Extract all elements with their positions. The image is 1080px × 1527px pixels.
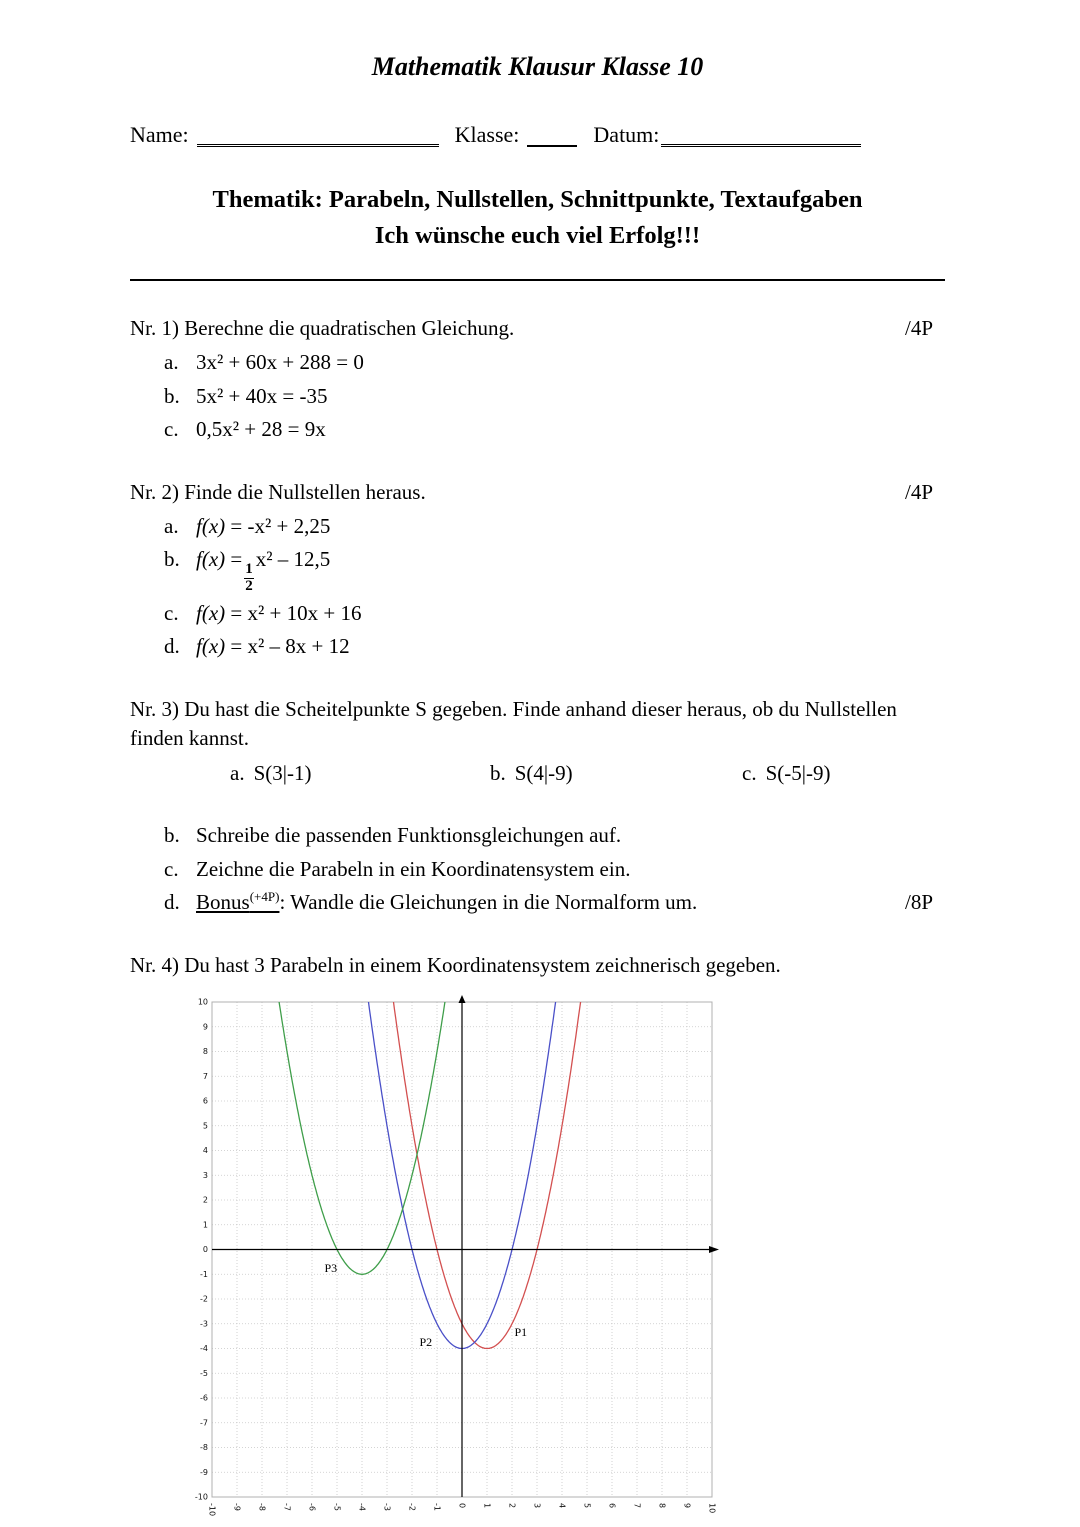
fraction-denominator: 2 bbox=[245, 578, 253, 595]
equation-item bbox=[164, 632, 945, 661]
task-text: Zeichne die Parabeln in ein Koordinatensystem ein. bbox=[196, 856, 631, 881]
x-axis-arrow bbox=[709, 1246, 719, 1253]
task-1-items bbox=[164, 348, 945, 444]
vertex-point bbox=[742, 761, 830, 786]
equation-item bbox=[164, 415, 945, 444]
task-4-heading-row bbox=[130, 951, 945, 980]
item-label: a. bbox=[230, 761, 245, 786]
task-3-items bbox=[164, 821, 945, 917]
x-tick-label: 2 bbox=[507, 1503, 517, 1509]
item-label: c. bbox=[742, 761, 757, 786]
x-tick-label: -7 bbox=[282, 1503, 292, 1511]
x-tick-label: 4 bbox=[557, 1503, 567, 1509]
datum-label: Datum: bbox=[593, 122, 660, 147]
task-text: Schreibe die passenden Funktionsgleichungen auf. bbox=[196, 823, 622, 848]
y-tick-label: -6 bbox=[200, 1393, 208, 1403]
function-name: f(x) bbox=[196, 600, 226, 625]
fraction bbox=[244, 562, 254, 595]
task-text: : Wandle die Gleichungen in die Normalform um. bbox=[279, 890, 698, 915]
name-blank-field[interactable] bbox=[197, 123, 439, 147]
name-label: Name: bbox=[130, 122, 189, 147]
x-tick-label: 6 bbox=[607, 1503, 617, 1509]
equation-item bbox=[164, 545, 945, 595]
vertex-text: S(3|-1) bbox=[253, 761, 312, 786]
task-1-heading-row bbox=[130, 314, 945, 343]
bonus-text-wrap bbox=[196, 888, 697, 917]
y-tick-label: 7 bbox=[202, 1071, 208, 1081]
task-3-heading-row bbox=[130, 695, 945, 754]
function-name: f(x) bbox=[196, 513, 226, 538]
x-tick-label: 5 bbox=[582, 1503, 592, 1509]
bonus-underlined bbox=[196, 890, 279, 914]
task-4 bbox=[130, 951, 945, 1527]
y-axis-arrow bbox=[459, 995, 466, 1003]
function-name: f(x) bbox=[196, 634, 226, 659]
y-tick-label: 9 bbox=[202, 1022, 208, 1032]
vertex-text: S(4|-9) bbox=[514, 761, 573, 786]
equals-sign: = bbox=[230, 547, 243, 572]
equation-item bbox=[164, 382, 945, 411]
curve-label-p3: P3 bbox=[324, 1260, 338, 1275]
task-3 bbox=[130, 695, 945, 918]
x-tick-label: 0 bbox=[457, 1503, 467, 1509]
bonus-word: Bonus bbox=[196, 890, 250, 915]
bonus-sup: (+4P) bbox=[249, 889, 280, 905]
bonus-item bbox=[164, 888, 945, 917]
y-tick-label: 2 bbox=[202, 1195, 208, 1205]
y-tick-label: 3 bbox=[202, 1170, 208, 1180]
y-tick-label: -5 bbox=[200, 1368, 208, 1378]
klasse-label: Klasse: bbox=[454, 122, 520, 147]
equation-text: = x² + 10x + 16 bbox=[230, 600, 362, 625]
topic-heading bbox=[130, 182, 945, 253]
vertex-point bbox=[230, 761, 311, 786]
topic-line-2: Ich wünsche euch viel Erfolg!!! bbox=[374, 221, 701, 249]
y-tick-label: -8 bbox=[200, 1443, 208, 1452]
datum-blank-field[interactable] bbox=[661, 123, 861, 147]
equation-text: 0,5x² + 28 = 9x bbox=[196, 417, 326, 442]
y-tick-label: 10 bbox=[197, 997, 208, 1007]
item-label: c. bbox=[164, 856, 179, 881]
y-tick-label: 8 bbox=[202, 1047, 208, 1056]
x-tick-label: 10 bbox=[707, 1503, 717, 1514]
page-title: Mathematik Klausur Klasse 10 bbox=[371, 52, 704, 81]
curve-label-p1: P1 bbox=[514, 1325, 528, 1340]
y-tick-label: -4 bbox=[200, 1344, 208, 1353]
x-tick-label: -8 bbox=[257, 1503, 267, 1511]
header-fields bbox=[130, 122, 945, 148]
item-label: c. bbox=[164, 600, 179, 625]
coordinate-system-chart bbox=[186, 992, 945, 1527]
klasse-blank-field[interactable] bbox=[527, 123, 577, 147]
equation-item bbox=[164, 599, 945, 628]
equation-text: 5x² + 40x = -35 bbox=[196, 383, 328, 408]
vertex-points-row bbox=[130, 761, 945, 797]
x-tick-label: -9 bbox=[232, 1503, 242, 1511]
task-1-title: Nr. 1) Berechne die quadratischen Gleichung. bbox=[130, 316, 515, 341]
x-tick-label: 9 bbox=[682, 1503, 692, 1509]
fraction-numerator: 1 bbox=[245, 561, 253, 578]
x-tick-label: 1 bbox=[482, 1503, 492, 1509]
task-2 bbox=[130, 478, 945, 662]
x-tick-label: -1 bbox=[432, 1503, 442, 1511]
vertex-point bbox=[490, 761, 573, 786]
equation-text: = x² – 8x + 12 bbox=[230, 634, 350, 659]
item-label: a. bbox=[164, 350, 179, 375]
x-tick-label: -4 bbox=[357, 1503, 367, 1511]
x-tick-label: -5 bbox=[332, 1503, 342, 1511]
task-3-title: Nr. 3) Du hast die Scheitelpunkte S gegeben. Finde anhand dieser heraus, ob du Nullstellen finden kannst. bbox=[130, 696, 897, 751]
item-label: d. bbox=[164, 634, 180, 659]
y-tick-label: -10 bbox=[194, 1492, 208, 1502]
task-2-heading-row bbox=[130, 478, 945, 507]
vertex-text: S(-5|-9) bbox=[765, 761, 831, 786]
equation-text: = -x² + 2,25 bbox=[230, 513, 331, 538]
task-4-title: Nr. 4) Du hast 3 Parabeln in einem Koordinatensystem zeichnerisch gegeben. bbox=[130, 952, 781, 977]
item-label: a. bbox=[164, 513, 179, 538]
task-1-points: /4P bbox=[904, 316, 933, 341]
equation-item bbox=[164, 348, 945, 377]
task-1 bbox=[130, 314, 945, 445]
task-2-items bbox=[164, 512, 945, 662]
topic-line-1: Thematik: Parabeln, Nullstellen, Schnittpunkte, Textaufgaben bbox=[212, 186, 863, 213]
x-tick-label: 3 bbox=[532, 1503, 542, 1509]
equation-text: 3x² + 60x + 288 = 0 bbox=[196, 350, 364, 375]
equation-text: x² – 12,5 bbox=[255, 547, 331, 572]
item-label: b. bbox=[490, 761, 506, 786]
item-label: b. bbox=[164, 383, 180, 408]
separator-line bbox=[130, 279, 945, 281]
y-tick-label: 1 bbox=[202, 1220, 208, 1230]
task-3-points: /8P bbox=[904, 890, 933, 915]
equation-item bbox=[164, 512, 945, 541]
y-tick-label: 4 bbox=[202, 1146, 208, 1155]
x-tick-label: 7 bbox=[632, 1503, 642, 1509]
x-tick-label: 8 bbox=[657, 1503, 667, 1509]
chart-svg bbox=[186, 992, 726, 1527]
y-tick-label: 6 bbox=[202, 1096, 208, 1106]
y-tick-label: -3 bbox=[200, 1319, 208, 1329]
y-tick-label: -7 bbox=[200, 1418, 208, 1428]
item-label: b. bbox=[164, 547, 180, 572]
y-tick-label: -9 bbox=[200, 1467, 208, 1477]
y-tick-label: -1 bbox=[200, 1269, 208, 1279]
task-item bbox=[164, 821, 945, 850]
x-tick-label: -6 bbox=[307, 1503, 317, 1511]
task-2-title: Nr. 2) Finde die Nullstellen heraus. bbox=[130, 479, 426, 504]
item-label: d. bbox=[164, 890, 180, 915]
item-label: b. bbox=[164, 823, 180, 848]
function-name: f(x) bbox=[196, 547, 226, 572]
y-tick-label: -2 bbox=[200, 1294, 208, 1304]
x-tick-label: -3 bbox=[382, 1503, 392, 1511]
x-tick-label: -2 bbox=[407, 1503, 417, 1511]
curve-label-p2: P2 bbox=[419, 1335, 433, 1350]
x-tick-label: -10 bbox=[207, 1503, 217, 1517]
item-label: c. bbox=[164, 417, 179, 442]
task-2-points: /4P bbox=[904, 479, 933, 504]
y-tick-label: 0 bbox=[202, 1245, 208, 1254]
task-item bbox=[164, 855, 945, 884]
y-tick-label: 5 bbox=[202, 1121, 208, 1131]
